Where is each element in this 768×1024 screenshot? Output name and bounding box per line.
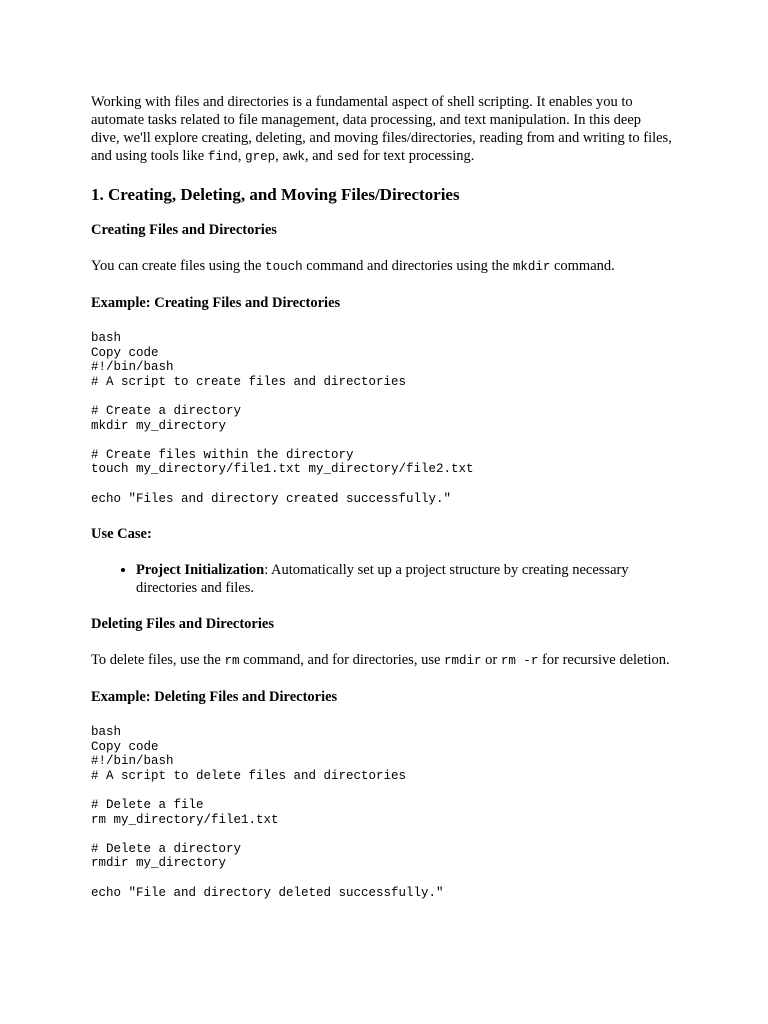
code-line: rmdir my_directory [91,856,227,871]
deleting-paragraph [91,651,673,670]
code-awk: awk [282,150,305,164]
intro-paragraph [91,93,673,166]
code-line: #!/bin/bash [91,754,174,769]
use-case-title: Project Initialization [136,562,265,579]
code-line: bash [91,331,122,345]
deleting-text-4: for recursive deletion. [538,652,670,669]
code-sed: sed [336,150,360,164]
subheading-creating: Creating Files and Directories [91,222,277,238]
code-rm: rm [224,654,240,669]
use-case-list [91,561,673,597]
code-mkdir: mkdir [512,260,551,274]
example-heading-creating: Example: Creating Files and Directories [91,295,341,311]
code-blank-line [91,871,673,886]
creating-text-2: command and directories using the [302,258,513,274]
code-blank-line [91,784,673,799]
intro-text-1: Working with files and directories is a fundamental aspect of shell scripting. It enables you to automate tasks related to file management, data processing, and text manipulation. In this deep dive, we'll explore creating, deleting, and moving files/directories, reading from and writing to files, and using tools like [91,94,672,164]
code-line: # A script to create files and directories [91,374,407,389]
code-line: # Delete a directory [91,841,242,856]
code-line: # Create files within the directory [91,447,354,462]
intro-text-2: for text processing. [359,148,475,164]
use-case-description: : Automatically set up a project structure by creating necessary directories and files. [136,562,629,597]
creating-text-3: command. [550,258,615,274]
copy-code-label[interactable]: Copy code [91,345,159,360]
subheading-deleting: Deleting Files and Directories [91,616,274,633]
creating-paragraph [91,257,673,276]
code-line: echo "File and directory deleted successfully." [91,885,444,900]
code-rm-r: rm -r [500,654,539,669]
code-blank-line [91,827,673,842]
copy-code-label[interactable]: Copy code [91,739,159,754]
list-item [136,561,673,597]
code-line: #!/bin/bash [91,360,174,375]
code-blank-line [91,477,673,492]
code-grep: grep [245,150,276,164]
intro-separator: , and [304,148,337,164]
code-block-deleting[interactable] [91,725,673,900]
code-line: bash [91,725,122,740]
code-line: touch my_directory/file1.txt my_directory/file2.txt [91,462,474,477]
code-touch: touch [265,260,303,274]
intro-separator: , [275,148,283,164]
code-line: # Create a directory [91,403,242,418]
code-line: mkdir my_directory [91,418,227,433]
code-blank-line [91,389,673,404]
intro-separator: , [237,148,246,164]
document-page [91,93,673,900]
code-line: # A script to delete files and directories [91,768,407,783]
code-line: rm my_directory/file1.txt [91,812,279,827]
code-blank-line [91,433,673,448]
section-heading-creating-deleting-moving: 1. Creating, Deleting, and Moving Files/Directories [91,185,460,204]
deleting-text-2: command, and for directories, use [239,652,445,669]
code-block-creating[interactable] [91,331,673,506]
deleting-text-3: or [481,652,501,669]
creating-text-1: You can create files using the [91,258,266,274]
use-case-heading: Use Case: [91,526,152,543]
code-rmdir: rmdir [444,654,482,669]
deleting-text-1: To delete files, use the [91,652,225,669]
code-line: echo "Files and directory created successfully." [91,491,452,506]
code-find: find [207,150,238,164]
example-heading-deleting: Example: Deleting Files and Directories [91,689,338,706]
code-line: # Delete a file [91,798,204,813]
